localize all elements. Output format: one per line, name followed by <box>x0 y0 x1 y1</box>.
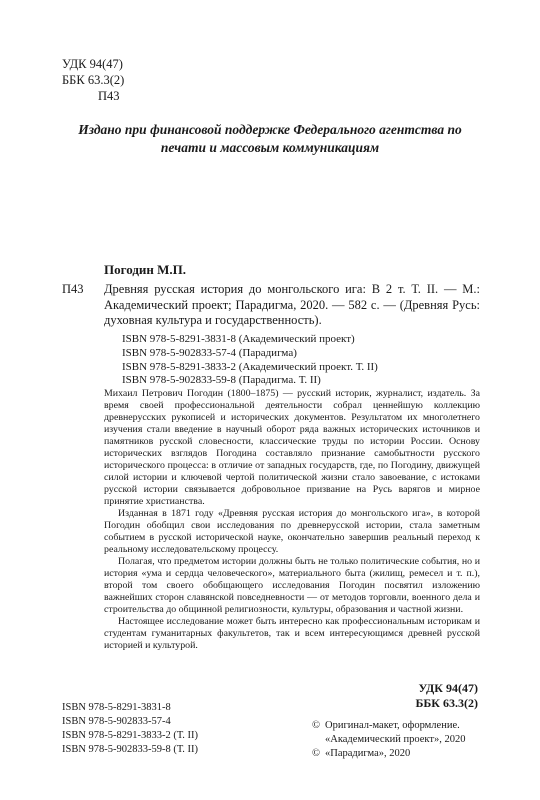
record-author-mark: П43 <box>62 282 84 296</box>
abstract <box>104 388 480 652</box>
isbn-list <box>122 333 378 388</box>
author-name: Погодин М.П. <box>104 262 187 277</box>
footer-isbn: ISBN 978-5-8291-3831-8 <box>62 702 171 713</box>
footer-isbn: ISBN 978-5-8291-3833-2 (Т. II) <box>62 730 199 741</box>
classification-codes <box>62 56 124 104</box>
udk-code: УДК 94(47) <box>62 57 123 71</box>
footer-isbn-list <box>62 701 198 757</box>
isbn-entry: ISBN 978-5-902833-59-8 (Парадигма. Т. II) <box>122 374 321 387</box>
copyright-text: Оригинал-макет, оформление. <box>325 720 460 731</box>
copyright-text: «Академический проект», 2020 <box>325 734 466 745</box>
abstract-paragraph: Полагая, что предметом истории должны быть не только политические события, но и история «ума и сердца человеческого», материального быта (жилищ, ремесел и т. п.), второй том своего обобщающего исследования Погодин посвятил изложению важнейших сторон славянской повседневности — от методов торговли, военного дела и строительства до общинной религиозности, культуры, образования и частной жизни. <box>104 556 480 615</box>
bibliographic-citation: Древняя русская история до монгольского ига: В 2 т. Т. II. — М.: Академический проект; Парадигма, 2020. — 582 с. — (Древняя Русь: духовная культура и государственность). <box>104 282 480 327</box>
copyright-block <box>312 719 492 761</box>
copyright-line <box>312 747 492 761</box>
copyright-text: «Парадигма», 2020 <box>325 748 411 759</box>
bbk-code: ББК 63.3(2) <box>62 73 125 87</box>
footer-isbn: ISBN 978-5-902833-57-4 <box>62 716 171 727</box>
abstract-paragraph: Изданная в 1871 году «Древняя русская история до монгольского ига», в которой Погодин обобщил свои исследования по древнерусской истории, стала заметным событием в русской исторической науке, окончательно завершив реальный переход к реальному исследовательскому процессу. <box>104 508 480 555</box>
funding-note: Издано при финансовой поддержке Федерального агентства по печати и массовым коммуникациям <box>78 122 462 155</box>
copyright-line <box>312 733 492 747</box>
abstract-paragraph: Михаил Петрович Погодин (1800–1875) — русский историк, журналист, издатель. За время своей профессиональной деятельности собрал ценнейшую коллекцию древнерусских рукописей и исторических документов. Результатом их многолетнего изучения стали введение в научный оборот ряда важных исторических источников и памятников русской словесности, классические труды по истории России. Основу исторических взглядов Погодина составляло признание самобытности русского исторического процесса: в отличие от западных государств, где, по Погодину, движущей силой истории и ключевой чертой политической жизни стало завоевание, с истоками русской истории связывается добровольное призвание на Русь варягов и мирное принятие христианства. <box>104 388 480 507</box>
footer-udk: УДК 94(47) <box>418 681 478 695</box>
copyright-sign: © <box>312 748 320 759</box>
footer-bbk: ББК 63.3(2) <box>415 696 478 710</box>
isbn-entry: ISBN 978-5-8291-3833-2 (Академический проект. Т. II) <box>122 360 378 373</box>
isbn-entry: ISBN 978-5-8291-3831-8 (Академический проект) <box>122 333 355 345</box>
copyright-line <box>312 719 492 733</box>
isbn-entry: ISBN 978-5-902833-57-4 (Парадигма) <box>122 346 297 359</box>
copyright-sign: © <box>312 720 320 731</box>
abstract-paragraph: Настоящее исследование может быть интересно как профессиональным историкам и студентам гуманитарных факультетов, так и всем интересующимся древней русской историей и культурой. <box>104 616 480 651</box>
footer-isbn: ISBN 978-5-902833-59-8 (Т. II) <box>62 744 199 755</box>
footer-classification <box>415 681 478 711</box>
author-mark: П43 <box>98 89 120 103</box>
